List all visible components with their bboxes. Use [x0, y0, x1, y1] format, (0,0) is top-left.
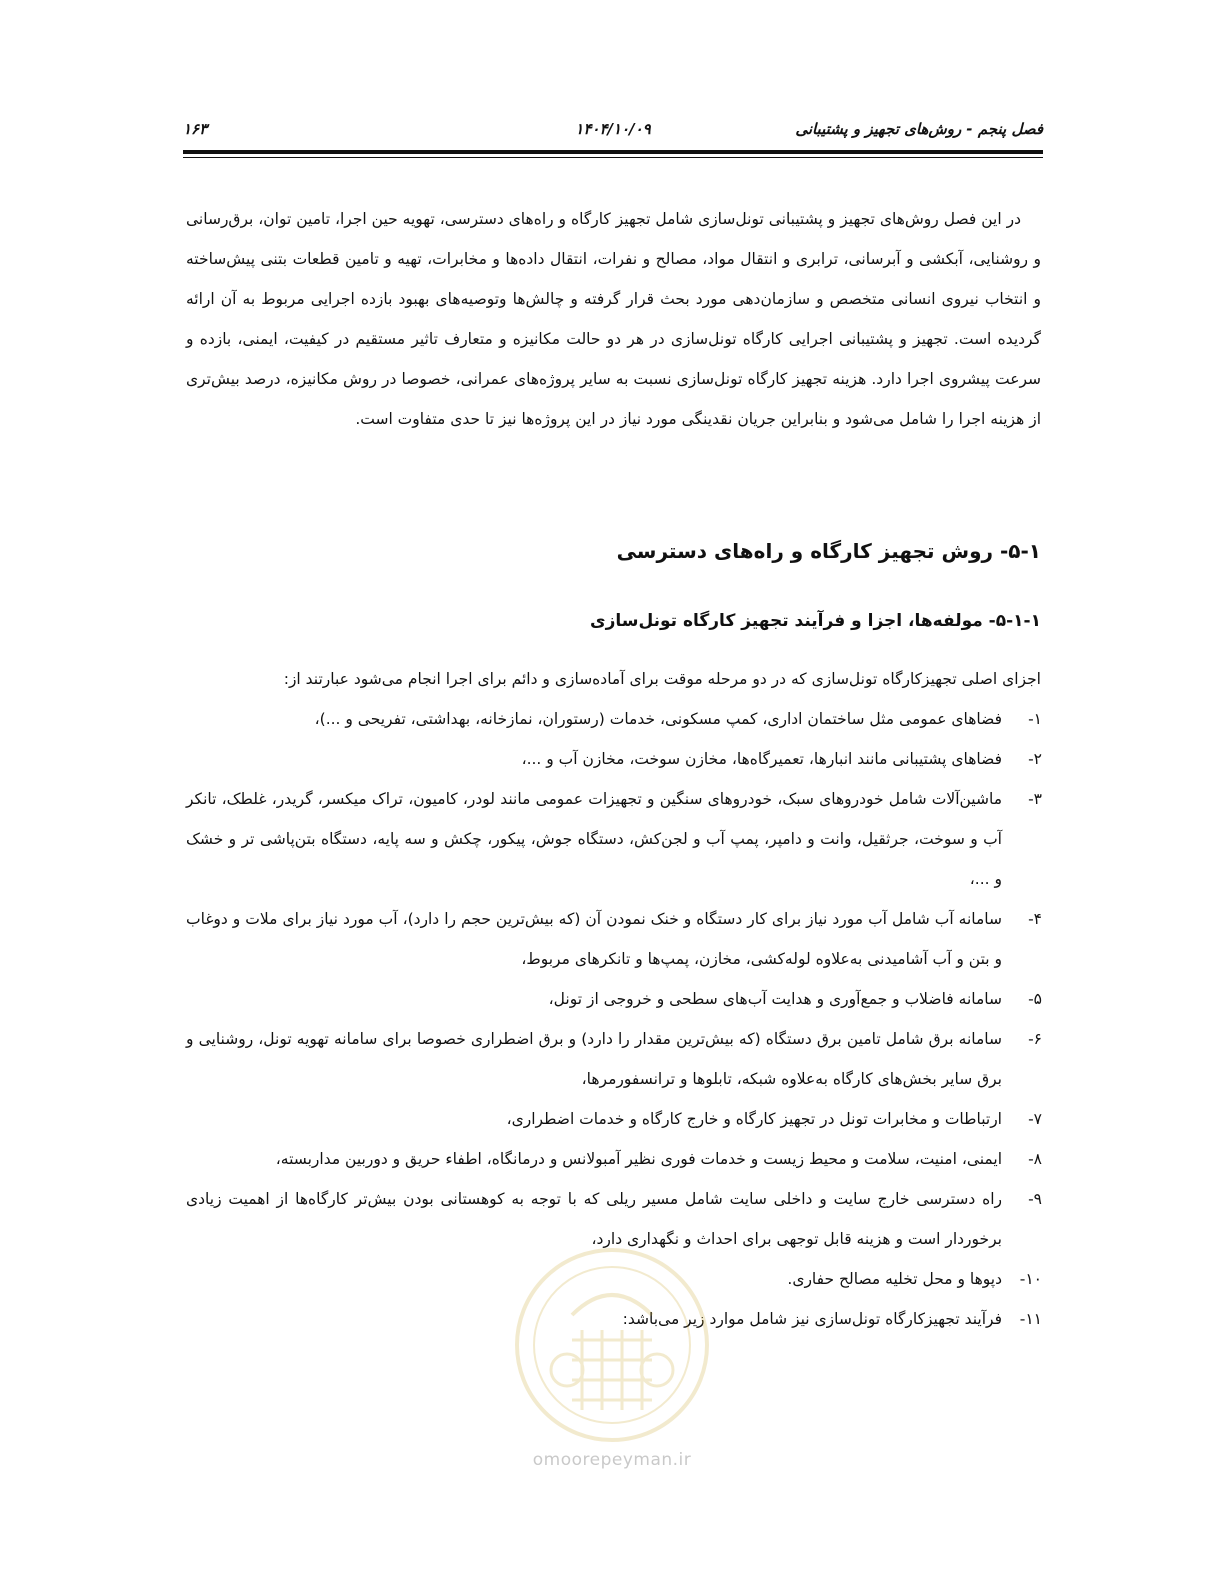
list-item	[186, 699, 1042, 739]
item-number: ۴-	[1028, 910, 1042, 928]
list-item	[186, 1259, 1042, 1299]
item-number: ۸-	[1028, 1150, 1042, 1168]
header-rule-thick	[183, 150, 1043, 154]
item-number: ۶-	[1028, 1030, 1042, 1048]
item-text: دپوها و محل تخلیه مصالح حفاری.	[787, 1270, 1002, 1288]
item-number: ۱-	[1028, 710, 1042, 728]
item-text: فضاهای عمومی مثل ساختمان اداری، کمپ مسکونی، خدمات (رستوران، نمازخانه، بهداشتی، تفریحی و ...)،	[314, 710, 1002, 728]
item-text: ایمنی، امنیت، سلامت و محیط زیست و خدمات فوری نظیر آمبولانس و درمانگاه، اطفاء حریق و دوربین مداربسته،	[275, 1150, 1002, 1168]
watermark-site: omoorepeyman.ir	[532, 1450, 692, 1470]
list-item	[186, 779, 1042, 899]
item-text: سامانه فاضلاب و جمع‌آوری و هدایت آب‌های سطحی و خروجی از تونل،	[548, 990, 1002, 1008]
item-number: ۹-	[1028, 1190, 1042, 1208]
list-item	[186, 739, 1042, 779]
item-number: ۱۱-	[1019, 1310, 1042, 1328]
item-text: فرآیند تجهیزکارگاه تونل‌سازی نیز شامل موارد زیر می‌باشد:	[622, 1310, 1002, 1328]
item-text: ماشین‌آلات شامل خودروهای سبک، خودروهای سنگین و تجهیزات عمومی مانند لودر، کامیون، تراک میکسر، گریدر، غلطک، تانکر آب و سوخت، جرثقیل، وانت و دامپر، پمپ آب و لجن‌کش، دستگاه جوش، پیکور، چکش و سه پایه، دستگاه بتن‌پاشی تر و خشک و ...،	[186, 790, 1002, 888]
item-text: فضاهای پشتیبانی مانند انبارها، تعمیرگاه‌ها، مخازن سوخت، مخازن آب و ...،	[521, 750, 1002, 768]
page-number: ۱۶۳	[183, 120, 208, 138]
list-item	[186, 899, 1042, 979]
list-intro: اجزای اصلی تجهیزکارگاه تونل‌سازی که در دو مرحله موقت برای آماده‌سازی و دائم برای اجرا انجام می‌شود عبارتند از:	[283, 670, 1041, 688]
header-rule-thin	[183, 157, 1043, 158]
list-item	[186, 1139, 1042, 1179]
item-number: ۵-	[1028, 990, 1042, 1008]
section-heading: ۵-۱- روش تجهیز کارگاه و راه‌های دسترسی	[616, 539, 1041, 563]
item-text: راه دسترسی خارج سایت و داخلی سایت شامل مسیر ریلی که با توجه به کوهستانی بودن بیش‌تر کارگاه‌ها از اهمیت زیادی برخوردار است و هزینه قابل توجهی برای احداث و نگهداری دارد،	[186, 1190, 1002, 1248]
list-item	[186, 1099, 1042, 1139]
page-header	[183, 116, 1043, 142]
list-item	[186, 1019, 1042, 1099]
intro-paragraph: در این فصل روش‌های تجهیز و پشتیبانی تونل‌سازی شامل تجهیز کارگاه و راه‌های دسترسی، تهویه حین اجرا، تامین توان، برق‌رسانی و روشنایی، آبکشی و آبرسانی، ترابری و انتقال مواد، مصالح و نفرات، انتقال داده‌ها و مخابرات، تهیه و تامین قطعات بتنی پیش‌ساخته و انتخاب نیروی انسانی متخصص و سازمان‌دهی مورد بحث قرار گرفته و چالش‌ها وتوصیه‌های بهبود بازده اجرایی مربوط به آن ارائه گردیده است. تجهیز و پشتیبانی اجرایی کارگاه تونل‌سازی در هر دو حالت مکانیزه و متعارف تاثیر مستقیم در کیفیت، ایمنی، بازده و سرعت پیشروی اجرا دارد. هزینه تجهیز کارگاه تونل‌سازی نسبت به سایر پروژه‌های عمرانی، خصوصا در روش مکانیزه، درصد بیش‌تری از هزینه اجرا را شامل می‌شود و بنابراین جریان نقدینگی مورد نیاز در این پروژه‌ها نیز تا حدی متفاوت است.	[186, 210, 1041, 428]
item-number: ۷-	[1028, 1110, 1042, 1128]
header-date: ۱۴۰۴/۱۰/۰۹	[575, 120, 651, 138]
item-text: ارتباطات و مخابرات تونل در تجهیز کارگاه و خارج کارگاه و خدمات اضطراری،	[506, 1110, 1002, 1128]
components-list	[186, 699, 1042, 1339]
item-number: ۱۰-	[1019, 1270, 1042, 1288]
item-number: ۲-	[1028, 750, 1042, 768]
item-text: سامانه برق شامل تامین برق دستگاه (که بیش‌ترین مقدار را دارد) و برق اضطراری خصوصا برای سامانه تهویه تونل، روشنایی و برق سایر بخش‌های کارگاه به‌علاوه شبکه، تابلوها و ترانسفورمرها،	[186, 1030, 1002, 1088]
list-item	[186, 979, 1042, 1019]
chapter-title: فصل پنجم - روش‌های تجهیز و پشتیبانی	[795, 120, 1043, 138]
list-item	[186, 1299, 1042, 1339]
list-item	[186, 1179, 1042, 1259]
item-text: سامانه آب شامل آب مورد نیاز برای کار دستگاه و خنک نمودن آن (که بیش‌ترین حجم را دارد)، آب مورد نیاز برای ملات و دوغاب و بتن و آب آشامیدنی به‌علاوه لوله‌کشی، مخازن، پمپ‌ها و تانکرهای مربوط،	[186, 910, 1002, 968]
subsection-heading: ۵-۱-۱- مولفه‌ها، اجزا و فرآیند تجهیز کارگاه تونل‌سازی	[589, 611, 1041, 631]
item-number: ۳-	[1028, 790, 1042, 808]
